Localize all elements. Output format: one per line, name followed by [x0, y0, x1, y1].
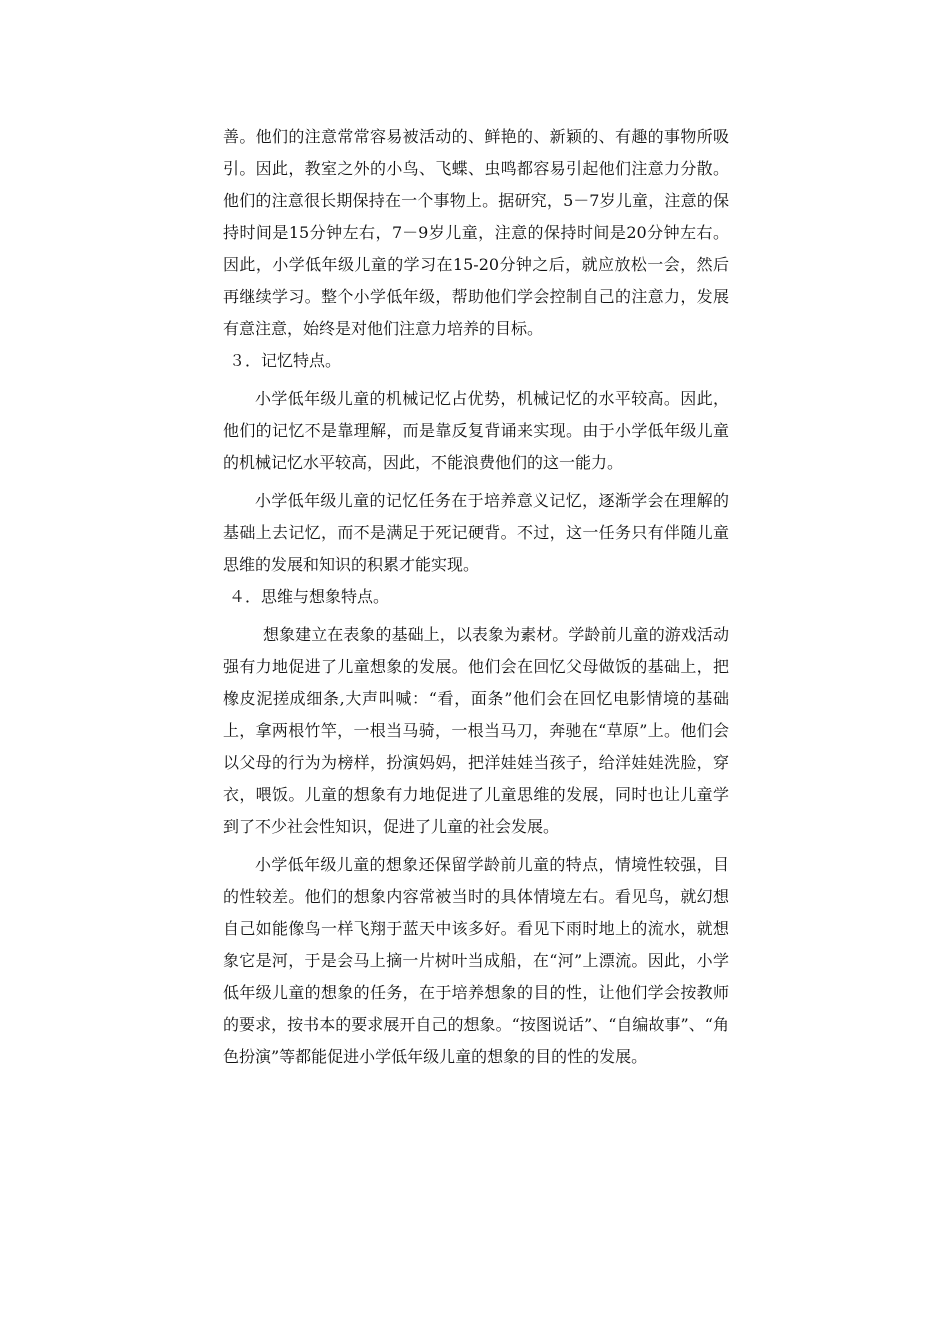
paragraph-imagination-preschool: 想象建立在表象的基础上，以表象为素材。学龄前儿童的游戏活动强有力地促进了儿童想象的发展。他们会在回忆父母做饭的基础上，把橡皮泥搓成细条,大声叫喊：“看，面条”他们会在回忆电影情境的基础上，拿两根竹竿，一根当马骑，一根当马刀，奔驰在“草原”上。他们会以父母的行为为榜样，扮演妈妈，把洋娃娃当孩子，给洋娃娃洗脸，穿衣，喂饭。儿童的想象有力地促进了儿童思维的发展，同时也让儿童学到了不少社会性知识，促进了儿童的社会发展。 — [223, 625, 729, 836]
document-page — [223, 121, 729, 1073]
section-heading-thinking-imagination: ４．思维与想象特点。 — [229, 587, 390, 606]
paragraph-meaningful-memory: 小学低年级儿童的记忆任务在于培养意义记忆，逐渐学会在理解的基础上去记忆，而不是满足于死记硬背。不过，这一任务只有伴随儿童思维的发展和知识的积累才能实现。 — [223, 491, 729, 574]
paragraph-attention-continued: 善。他们的注意常常容易被活动的、鲜艳的、新颖的、有趣的事物所吸引。因此，教室之外的小鸟、飞蝶、虫鸣都容易引起他们注意力分散。他们的注意很长期保持在一个事物上。据研究，5－7岁儿童，注意的保持时间是15分钟左右，7－9岁儿童，注意的保持时间是20分钟左右。因此，小学低年级儿童的学习在15-20分钟之后，就应放松一会，然后再继续学习。整个小学低年级，帮助他们学会控制自己的注意力，发展有意注意，始终是对他们注意力培养的目标。 — [223, 127, 729, 338]
paragraph-imagination-primary: 小学低年级儿童的想象还保留学龄前儿童的特点，情境性较强，目的性较差。他们的想象内容常被当时的具体情境左右。看见鸟，就幻想自己如能像鸟一样飞翔于蓝天中该多好。看见下雨时地上的流水，就想象它是河，于是会马上摘一片树叶当成船，在“河”上漂流。因此，小学低年级儿童的想象的任务，在于培养想象的目的性，让他们学会按教师的要求，按书本的要求展开自己的想象。“按图说话”、“自编故事”、“角色扮演”等都能促进小学低年级儿童的想象的目的性的发展。 — [223, 855, 729, 1066]
section-heading-memory: ３．记忆特点。 — [229, 351, 342, 370]
paragraph-mechanical-memory: 小学低年级儿童的机械记忆占优势，机械记忆的水平较高。因此，他们的记忆不是靠理解，而是靠反复背诵来实现。由于小学低年级儿童的机械记忆水平较高，因此，不能浪费他们的这一能力。 — [223, 389, 729, 472]
